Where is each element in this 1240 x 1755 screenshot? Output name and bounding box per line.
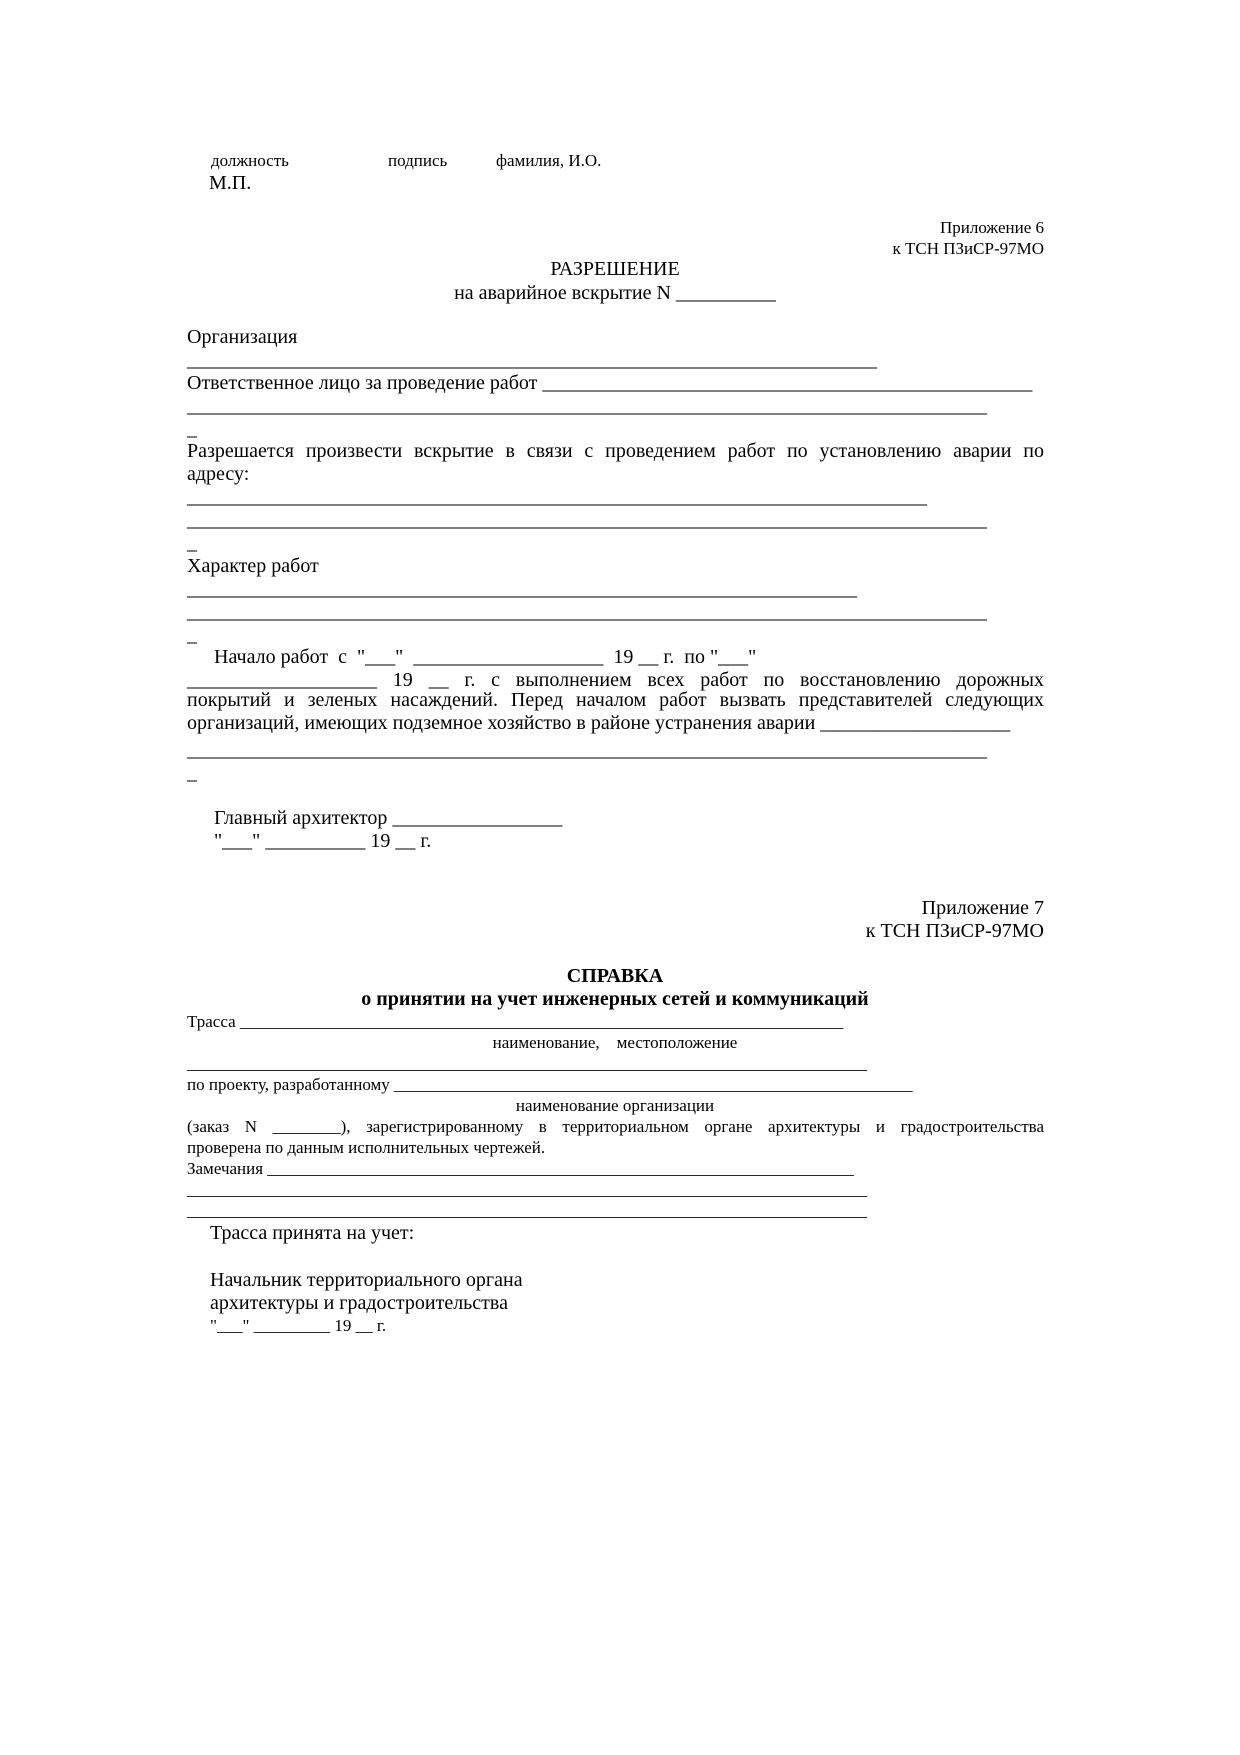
annex7-subtitle: к ТСН ПЗиСР-97МО [865,920,1044,942]
organization-line: _____________________________________________________________________ [187,349,877,371]
remarks-line: Замечания _____________________________________________________________________ [187,1159,854,1178]
certificate-heading: СПРАВКА [566,965,664,987]
blank-line: ________________________________________________________________________________ [187,509,987,531]
blank-line: ________________________________________________________________________________ [187,1054,867,1073]
chief-title-line2: архитектуры и градостроительства [210,1292,508,1314]
organization-hint: наименование организации [515,1096,715,1115]
organization-label: Организация [187,326,298,348]
chief-title-line1: Начальник территориального органа [210,1269,523,1291]
blank-line: ________________________________________________________________________________ [187,395,987,417]
annex6-subtitle: к ТСН ПЗиСР-97МО [892,239,1044,258]
chief-architect-date: "___" __________ 19 __ г. [214,830,432,852]
annex6-title: Приложение 6 [940,218,1044,237]
address-line: __________________________________________________________________________ [187,486,927,508]
blank-line: ________________________________________________________________________________ [187,601,987,623]
line-tail: _ [187,624,197,646]
line-tail: _ [187,532,197,554]
chief-architect-signature: Главный архитектор _________________ [214,807,563,829]
chief-date: "___" _________ 19 __ г. [210,1316,387,1335]
stamp-label: М.П. [209,172,252,194]
route-accepted-label: Трасса принята на учет: [210,1222,415,1244]
route-line: Трасса _______________________________________________________________________ [187,1012,844,1031]
blank-line: ________________________________________________________________________________ [187,739,987,761]
address-label: адресу: [187,463,250,485]
line-tail: _ [187,762,197,784]
route-hint: наименование, местоположение [492,1033,738,1052]
restoration-text: покрытий и зеленых насаждений. Перед началом работ вызвать представителей следующих организаций, имеющих подземное хозяйство в районе устранения аварии ___________________ [187,689,1044,734]
work-type-line: ___________________________________________________________________ [187,578,857,600]
project-line: по проекту, разработанному _____________________________________________________________ [187,1075,913,1094]
permit-text: Разрешается произвести вскрытие в связи с проведением работ по установлению аварии по [187,440,1044,462]
permit-subheading: на аварийное вскрытие N __________ [454,282,776,304]
responsible-person: Ответственное лицо за проведение работ _________________________________________________ [187,372,1033,394]
end-date-line: ___________________ 19 __ г. с выполнением всех работ по восстановлению дорожных [187,669,1044,691]
verification-line: проверена по данным исполнительных чертежей. [187,1138,546,1157]
order-registration-line: (заказ N ________), зарегистрированному в территориальном органе архитектуры и градостроительства [187,1117,1044,1136]
start-date-line: Начало работ с "___" ___________________ 19 __ г. по "___" [214,646,757,668]
certificate-subheading: о принятии на учет инженерных сетей и коммуникаций [361,988,869,1010]
line-tail: _ [187,418,197,440]
work-type-label: Характер работ [187,555,319,577]
permit-heading: РАЗРЕШЕНИЕ [550,258,680,280]
annex7-title: Приложение 7 [921,897,1044,919]
blank-line: ________________________________________________________________________________ [187,1180,867,1199]
name-caption: фамилия, И.О. [496,151,602,170]
signature-caption: подпись [388,151,448,170]
position-caption: должность [211,151,289,170]
blank-line: ________________________________________________________________________________ [187,1201,867,1220]
